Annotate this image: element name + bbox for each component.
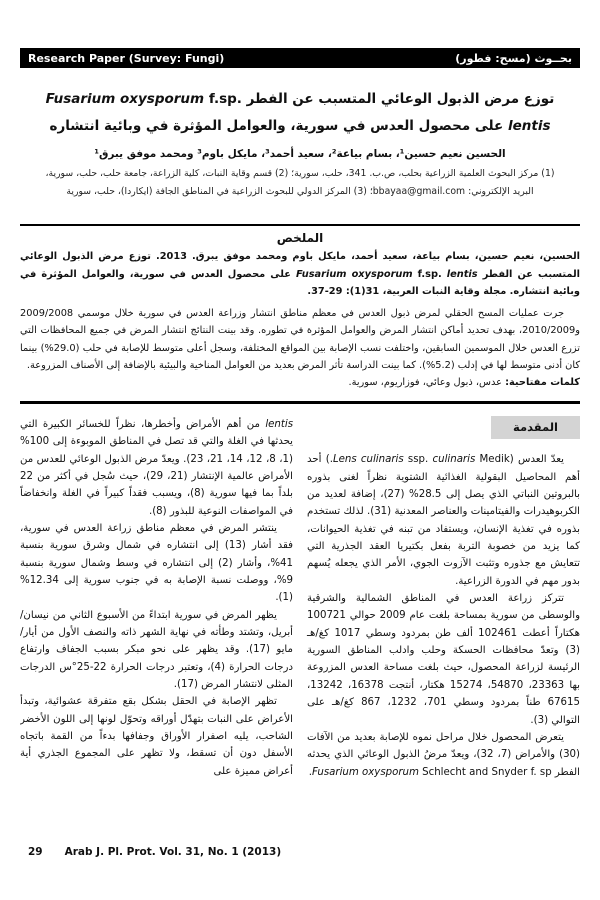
keywords-text: عدس، ذبول وعائي، فوزاريوم، سورية. (348, 377, 506, 389)
page-footer (28, 846, 281, 858)
introduction-heading-row (307, 416, 580, 440)
abstract-top-divider (20, 224, 580, 226)
intro-paragraph-1: يعدّ العدس (Lens culinaris ssp. culinaris Medik.) أحد أهم المحاصيل البقولية الغذائية الشتوية نظراً لغنى بذوره بالبروتين النباتي الذي يصل إلى 28.5% (27)، إضافة لعديد من الكربوهيدرات والفيتامينات والعناصر المعدنية (31). لذلك تستخدم بذوره في تغذية الإنسان، ويستفاد من تبنه في تغذية الحيوانات، كما يزيد من خصوبة التربة بفعل بكتيريا العقد الجذرية التي تتعايش مع جذوره وتثبت الآزوت الجوي، الأمر الذي يجعله يُسهم بدور مهم في الدورة الزراعية. (307, 454, 580, 587)
paper-title: توزع مرض الذبول الوعائي المتسبب عن الفطر Fusarium oxysporum f.sp. lentis على محصول العدس في سورية، والعوامل المؤثرة في وبائية انتشاره (45, 91, 555, 134)
intro-paragraph-3: يتعرض المحصول خلال مراحل نموه للإصابة بعديد من الآفات (30) والأمراض (7، 32)، ويعدّ مرضُ الذبول الوعائي الذي يحدثه الفطر Fusarium oxysporum Schlecht and Snyder f. sp. (307, 731, 580, 778)
introduction-column (307, 416, 580, 814)
continuation-paragraph-2: ينتشر المرض في معظم مناطق زراعة العدس في سورية، فقد أشار (13) إلى انتشاره في شمال وشرق سورية بنسبة 41%، وأشار (2) إلى انتشاره في وسط وشمال سورية بنسبة 9%، ووصلت نسبة الإصابة به في جنوب سورية إلى 12.34% (1). (20, 522, 293, 604)
authors-line: الحسين نعيم حسين¹، بسام بياعة²، سعيد أحمد³، مايكل باوم³ ومحمد موفق يبرق¹ (94, 148, 506, 160)
keywords-line (20, 374, 580, 391)
continuation-paragraph-1: lentis من أهم الأمراض وأخطرها، نظراً للخسائر الكبيرة التي يحدثها في الغلة والتي قد تصل في المناطق الموبوءة إلى 100% (1، 8، 12، 14، 21، 23). ويعدّ مرض الذبول الوعائي للعدس من الأمراض عالمية الإنتشار (21، 29)، حيث سُجل في أكثر من 22 بلداً بما فيها سورية (8)، ويسبب فقداً كبيراً في الغلة وانخفاضاً في المواصفات النوعية للبذور (8). (20, 418, 294, 517)
introduction-heading: المقدمة (491, 416, 580, 440)
abstract-body: جرت عمليات المسح الحقلي لمرض ذبول العدس في معظم مناطق انتشار وزراعة العدس في سورية خلال موسمي 2009/2008 و2010/2009، بهدف تحديد أماكن انتشار المرض والعوامل المؤثرة في تطوره. وقد بينت النتائج انتشار المرض في جميع المحافظات التي تزرع العدس خلال الموسمين السابقين، واختلفت نسب الإصابة بين المواقع المختلفة، وسجل أعلى متوسط للإصابة في حلب (29.0%) بينما كان أدنى متوسط لها في إدلب (5.2%). كما بينت الدراسة تأثر المرض بعديد من العوامل المناخية والبيئية بالإضافة إلى الأصناف المزروعة. (20, 307, 580, 371)
section-divider (20, 401, 580, 404)
affiliation-line-2: البريد الإلكتروني: bbayaa@gmail.com؛ (3) المركز الدولي للبحوث الزراعية في المناطق الجافة (ايكاردا)، حلب، سورية (66, 185, 534, 197)
affiliation-line-1: (1) مركز البحوث العلمية الزراعية بحلب، ص.ب. 341، حلب، سورية؛ (2) قسم وقاية النبات، كلية الزراعة، جامعة حلب، حلب، سورية، (45, 168, 555, 179)
continuation-column (20, 416, 293, 814)
journal-citation: Arab J. Pl. Prot. Vol. 31, No. 1 (2013) (64, 846, 282, 858)
affiliations-block (20, 165, 580, 200)
continuation-paragraph-3: يظهر المرض في سورية ابتداءً من الأسبوع الثاني من نيسان/أبريل، وتشتد وطأته في نهاية الشهر ذاته والنصف الأول من أيار/مايو (17). وقد يظهر على نحو مبكر بسبب الجفاف وارتفاع درجات الحرارة (4)، وتعتبر درجات الحرارة 22-25°س الدرجات المثلى لانتشار المرض (17). (20, 609, 293, 690)
continuation-paragraph-4: تظهر الإصابة في الحقل بشكل بقع متفرقة عشوائية، وتبدأ الأعراض على النبات بتهدّل أوراقه وتحوّل لونها إلى اللون الأخضر الشاحب، يليه اصفرار الأوراق وجفافها بدءاً من القمة باتجاه الأسفل دون أن تسقط، ولا تظهر على المجموع الجذري أية أعراض مميزة على (20, 696, 293, 777)
page-number: 29 (28, 846, 43, 858)
two-column-body (20, 416, 580, 814)
arabic-section-label: بحــوث (مسح: فطور) (455, 51, 572, 65)
abstract-citation: الحسين، نعيم حسين، بسام بياعة، سعيد أحمد، مايكل باوم ومحمد موفق يبرق. 2013. توزع مرض الذبول الوعائي المتسبب عن الفطر Fusarium oxysporum f.sp. lentis على محصول العدس في سورية، والعوامل المؤثرة في وبائية انتشاره. مجلة وقاية النبات العربية، 31(1): 29-37. (20, 251, 580, 298)
abstract-heading: الملخص (276, 231, 324, 246)
intro-paragraph-2: تتركز زراعة العدس في المناطق الشمالية والشرقية والوسطى من سورية بمساحة بلغت عام 2009 حوالي 100721 هكتاراً أعطت 102461 ألف طن بمردود وسطي 1017 كغ/هـ (3) وتعدّ محافظات الحسكة وحلب وادلب المناطق السورية الرئيسة لزراعة المحصول، حيث بلغت مساحة العدس المزروعة بها 23363، 54870، 15274 هكتار، أنتجت 16378، 13242، 67615 طناً بمردود وسطي 701، 1232، 867 كغ/هـ على التوالي (3). (307, 593, 580, 726)
research-paper-label: Research Paper (Survey: Fungi) (28, 51, 225, 65)
keywords-label: كلمات مفتاحية: (505, 377, 580, 389)
header-bar (20, 48, 580, 68)
